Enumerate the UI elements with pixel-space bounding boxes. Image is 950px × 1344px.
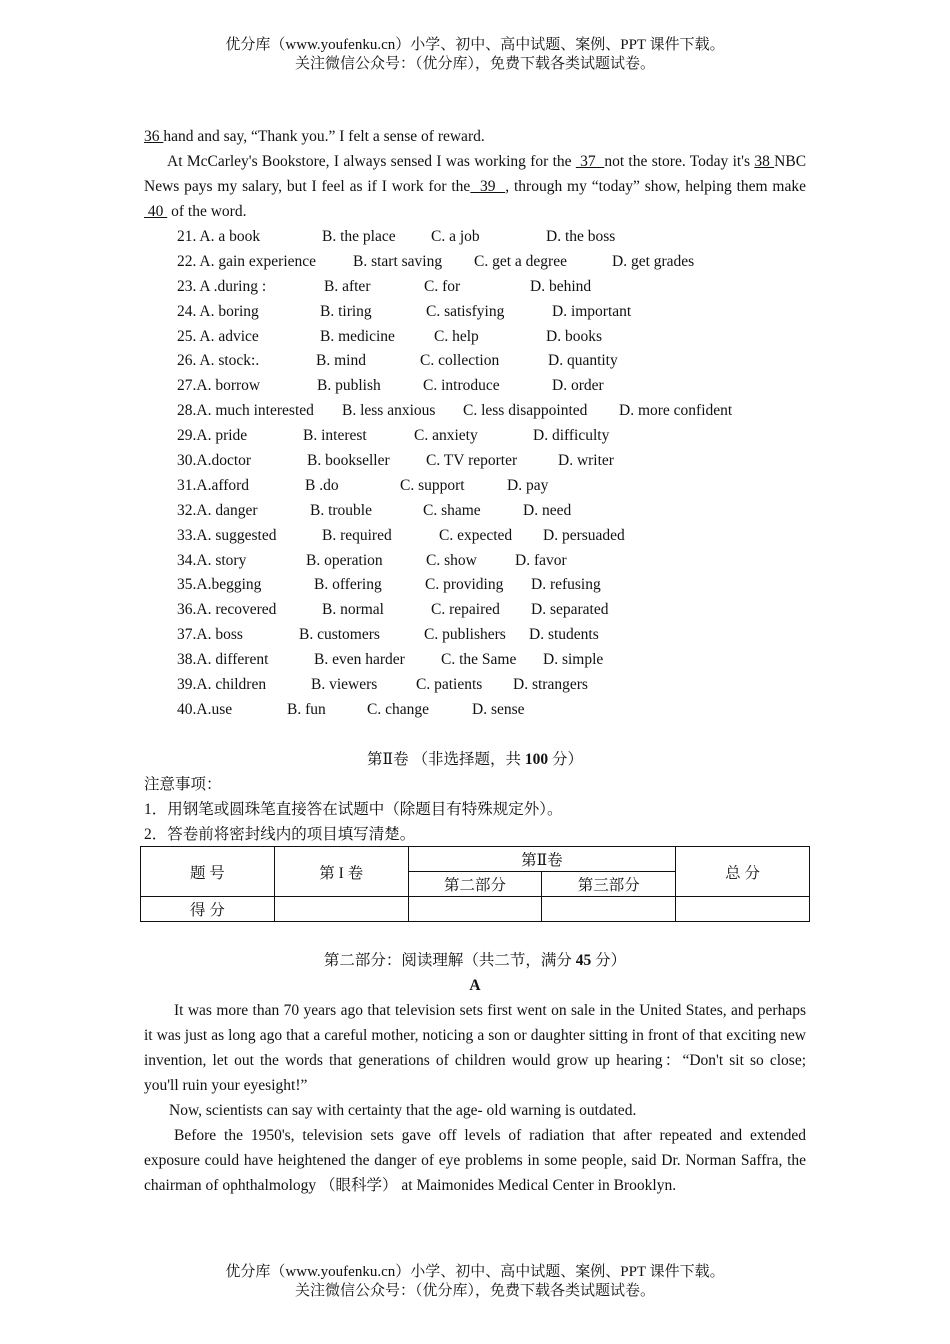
footer-line-1: 优分库（www.youfenku.cn）小学、初中、高中试题、案例、PPT 课件下载。 — [225, 1264, 725, 1280]
option-row-36: 36.A. recovered B. normal C. repaired D. separated — [177, 601, 609, 619]
option-row-24: 24. A. boring B. tiring C. satisfying D. important — [177, 302, 632, 320]
reading-paragraph-2: Now, scientists can say with certainty that the age- old warning is outdated. — [169, 1102, 637, 1119]
row-score-label: 得 分 — [141, 897, 275, 922]
header-line-1: 优分库（www.youfenku.cn）小学、初中、高中试题、案例、PPT 课件下载。 — [225, 37, 725, 53]
option-row-29: 29.A. pride B. interest C. anxiety D. difficulty — [177, 427, 610, 445]
reading-paragraph-1: It was more than 70 years ago that television sets first went on sale in the United States, and perhaps it was just as long ago that a careful mother, noticing a son or daughter sitting in front of that exciting new invention, let out the words that generations of children would grow up hearing：“Don't sit so close; you'll ruin your eyesight!” — [144, 1002, 806, 1094]
th-sub-part2: 第二部分 — [408, 872, 542, 897]
option-row-31: 31.A.afford B .do C. support D. pay — [177, 476, 549, 494]
note-2: 2．答卷前将密封线内的项目填写清楚。 — [144, 825, 416, 843]
header-line-2: 关注微信公众号：（优分库），免费下载各类试题试卷。 — [294, 56, 655, 72]
option-row-23: 23. A .during : B. after C. for D. behind — [177, 277, 592, 295]
option-row-21: 21. A. a book B. the place C. a job D. the boss — [177, 227, 616, 245]
blank-36: 36 — [144, 128, 164, 145]
score-cell-total[interactable] — [676, 897, 810, 922]
blank-39: 39 — [470, 178, 506, 195]
note-1: 1．用钢笔或圆珠笔直接答在试题中（除题目有特殊规定外）。 — [144, 800, 563, 818]
score-cell-part2[interactable] — [408, 897, 542, 922]
part2-title: 第Ⅱ卷 （非选择题，共 100 分） — [367, 750, 583, 768]
page-footer — [0, 1263, 950, 1301]
blank-38: 38 — [754, 153, 775, 170]
option-row-39: 39.A. children B. viewers C. patients D. strangers — [177, 675, 588, 693]
th-part2: 第Ⅱ卷 — [408, 847, 676, 872]
option-row-26: 26. A. stock:. B. mind C. collection D. quantity — [177, 352, 618, 370]
option-row-37: 37.A. boss B. customers C. publishers D. students — [177, 626, 599, 644]
option-row-33: 33.A. suggested B. required C. expected D. persuaded — [177, 526, 625, 544]
option-row-34: 34.A. story B. operation C. show D. favor — [177, 551, 567, 569]
th-total: 总 分 — [676, 847, 810, 897]
reading-section-label: A — [469, 977, 481, 994]
footer-line-2: 关注微信公众号：（优分库），免费下载各类试题试卷。 — [294, 1283, 655, 1299]
option-row-32: 32.A. danger B. trouble C. shame D. need — [177, 501, 572, 519]
reading-paragraph-3: Before the 1950's, television sets gave off levels of radiation that after repeated and extended exposure could have heightened the danger of eye problems in some people, said Dr. Norman Saffra, the chairman of ophthalmology （眼科学） at Maimonides Medical Center in Brooklyn. — [144, 1127, 806, 1194]
reading-section — [144, 948, 806, 1198]
blank-40: 40 — [144, 203, 168, 220]
options-list — [177, 224, 806, 722]
score-cell-part1[interactable] — [274, 897, 408, 922]
th-part1: 第 I 卷 — [274, 847, 408, 897]
passage-paragraph-2: At McCarley's Bookstore, I always sensed I was working for the 37 not the store. Today it's 38 NBC News pays my salary, but I feel as if I work for the 39 , through my “today” show, helping them make 40 of the word. — [144, 153, 807, 220]
option-row-27: 27.A. borrow B. publish C. introduce D. order — [177, 377, 604, 395]
th-sub-part3: 第三部分 — [542, 872, 676, 897]
blank-37: 37 — [575, 153, 605, 170]
score-cell-part3[interactable] — [542, 897, 676, 922]
page-header — [0, 36, 950, 74]
th-question-no: 题 号 — [141, 847, 275, 897]
option-row-22: 22. A. gain experience B. start saving C. get a degree D. get grades — [177, 252, 695, 270]
option-row-38: 38.A. different B. even harder C. the Same D. simple — [177, 651, 604, 669]
cloze-section — [144, 124, 806, 847]
notes-title: 注意事项： — [144, 775, 222, 793]
reading-title: 第二部分：阅读理解（共二节，满分 45 分） — [323, 952, 627, 969]
score-table — [140, 846, 810, 922]
option-row-25: 25. A. advice B. medicine C. help D. books — [177, 327, 602, 345]
option-row-28: 28.A. much interested B. less anxious C. less disappointed D. more confident — [177, 402, 733, 420]
option-row-35: 35.A.begging B. offering C. providing D. refusing — [177, 576, 601, 594]
option-row-40: 40.A.use B. fun C. change D. sense — [177, 700, 525, 718]
passage-paragraph-1: 36 hand and say, “Thank you.” I felt a sense of reward. — [144, 128, 485, 145]
option-row-30: 30.A.doctor B. bookseller C. TV reporter D. writer — [177, 451, 614, 469]
